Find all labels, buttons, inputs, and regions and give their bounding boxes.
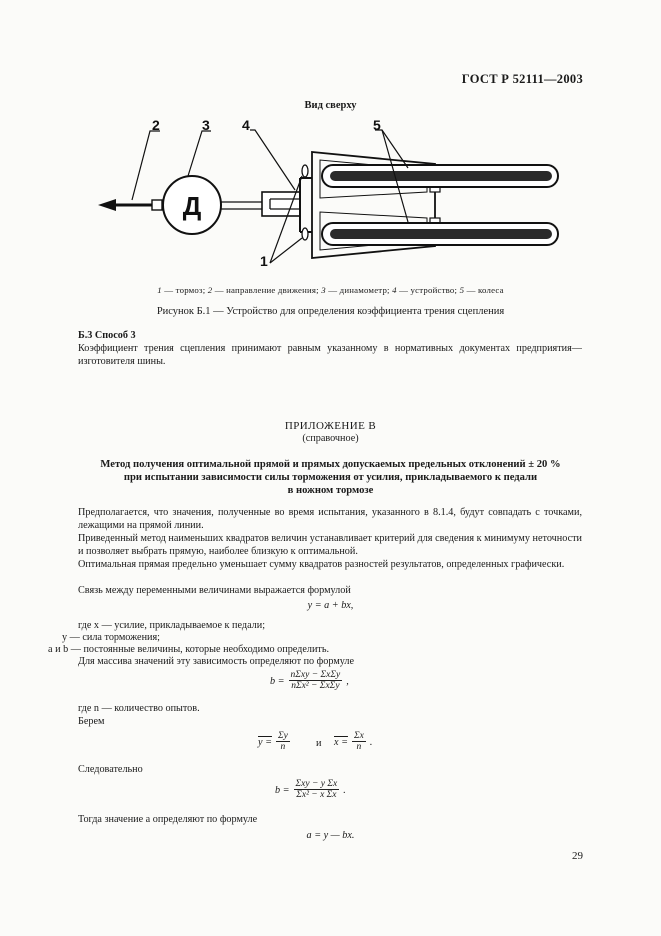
formula-b: b = $\frac{\text{nΣxy − ΣxΣy}}{\text{nΣx² − ΣxΣy}}$ , [270, 670, 349, 691]
array-text: Для массива значений эту зависимость определяют по формуле [78, 656, 355, 667]
appendix-heading-1: Метод получения оптимальной прямой и прямых допускаемых предельных отклонений ± 20 % [100, 459, 561, 470]
callout-2: 2 [152, 118, 160, 133]
figure-caption: Рисунок Б.1 — Устройство для определения коэффициента трения сцепления [156, 306, 505, 317]
callout-3: 3 [202, 118, 210, 133]
where-ab: a и b — постоянные величины, которые необходимо определить. [48, 644, 330, 655]
brake-clip-lower [302, 228, 308, 240]
where-y: y — сила торможения; [62, 632, 160, 643]
where-x: где x — усилие, прикладываемое к педали; [78, 620, 266, 631]
formula-a: a = y — bx. [306, 830, 355, 841]
formula-ybar: y = $\frac{\Sigma y}{n}$ [258, 731, 288, 752]
paragraph-3: Оптимальная прямая предельно уменьшает сумму квадратов разностей результатов, определенных графически. [78, 559, 565, 570]
page-number: 29 [572, 850, 583, 862]
brake-device-figure [90, 118, 570, 278]
appendix-title: ПРИЛОЖЕНИЕ В [284, 420, 377, 432]
brake-clip-upper [302, 165, 308, 177]
figure-legend: 1 — тормоз; 2 — направление движения; 3 — динамометр; 4 — устройство; 5 — колеса [157, 285, 504, 295]
formula-xbar: x = $\frac{\Sigma x}{n}$ . [334, 731, 373, 752]
paragraph-1: Предполагается, что значения, полученные во время испытания, указанного в 8.1.4, будут совпадать с точками, лежащими на прямой линии. [78, 507, 582, 531]
and-word: и [316, 738, 322, 749]
paragraph-4: Связь между переменными величинами выражается формулой [78, 585, 351, 596]
callout-1: 1 [260, 253, 268, 269]
appendix-heading-3: в ножном тормозе [287, 485, 374, 496]
then-a-text: Тогда значение a определяют по формуле [78, 814, 258, 825]
section-heading-b3: Б.3 Способ 3 [78, 330, 136, 341]
connector-box [152, 200, 162, 210]
appendix-subtitle: (справочное) [302, 433, 359, 444]
dynamometer-letter: Д [182, 191, 202, 221]
wheel-lower [322, 223, 558, 245]
therefore-text: Следовательно [78, 764, 143, 775]
appendix-heading-2: при испытании зависимости силы торможения от усилия, прикладываемого к педали [123, 472, 538, 483]
view-label: Вид сверху [304, 100, 357, 111]
where-n: где n — количество опытов. [78, 703, 200, 714]
take-text: Берем [78, 716, 105, 727]
formula-b2: b = $\frac{\text{Σxy − y Σx}}{\text{Σx² − x Σx}}$ . [275, 779, 346, 800]
device-bracket [262, 178, 312, 232]
section-b3-text: Коэффициент трения сцепления принимают равным указанному в нормативных документах предприятия—изготовителя шины. [78, 343, 582, 367]
paragraph-2: Приведенный метод наименьших квадратов величин устанавливает критерий для сведения к минимуму неточности и позволяет выбрать прямую, наиболее близкую к оптимальной. [78, 533, 582, 557]
formula-linear: y = a + bx, [307, 600, 354, 611]
document-header: ГОСТ Р 52111—2003 [461, 72, 583, 86]
callout-4: 4 [242, 118, 250, 133]
direction-arrow [98, 199, 152, 211]
callout-5: 5 [373, 118, 381, 133]
wheel-upper [322, 165, 558, 187]
